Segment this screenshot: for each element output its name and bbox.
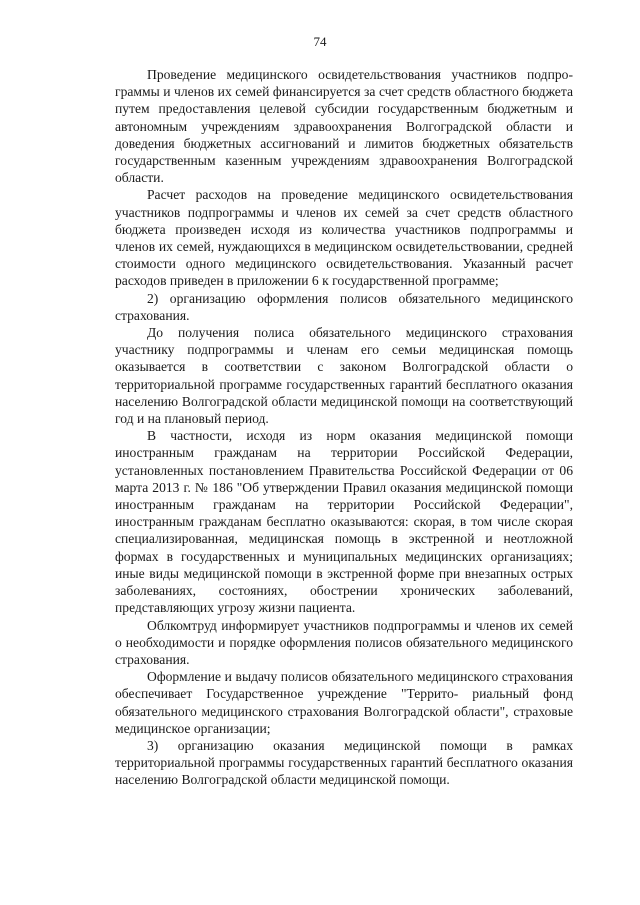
paragraph-policy-issuance: Оформление и выдачу полисов обязательного медицинского страхования обеспечивает Государственное учреждение "Террито- риальный фонд обязательного медицинского страхования Волгоградской области", страховые медицинское организации; — [115, 669, 573, 736]
paragraph-item-2: 2) организацию оформления полисов обязательного медицинского страхования. — [115, 290, 573, 323]
document-body — [115, 66, 573, 789]
paragraph-oblkomtrud: Облкомтруд информирует участников подпрограммы и членов их семей о необходимости и порядке оформления полисов обязательного медицинского страхования. — [115, 617, 573, 667]
paragraph-before-policy: До получения полиса обязательного медицинского страхования участнику подпрограммы и членам его семьи медицинская помощь оказывается в соответствии с законом Волгоградской области о территориальной программе государственных гарантий бесплатного оказания населению Волгоградской области медицинской помощи на соответствующий год и на плановый период. — [115, 325, 573, 427]
paragraph-item-3: 3) организацию оказания медицинской помощи в рамках территориальной программы государственных гарантий бесплатного оказания населению Волгоградской области медицинской помощи. — [115, 737, 573, 788]
page-number: 74 — [313, 34, 327, 49]
paragraph-funding: Проведение медицинского освидетельствования участников подпро- граммы и членов их семей финансируется за счет средств областного бюджета путем предоставления целевой субсидии государственным бюджетным и автономным учреждениям здравоохранения Волгоградской области и доведения бюджетных ассигнований и лимитов бюджетных обязательств государственным казенным учреждениям здравоохранения Волгоградской области. — [115, 67, 573, 186]
paragraph-foreign-citizens: В частности, исходя из норм оказания медицинской помощи иностранным гражданам на территории Российской Федерации, установленных постановлением Правительства Российской Федерации от 06 марта 2013 г. № 186 "Об утверждении Правил оказания медицинской помощи иностранным гражданам на территории Российской Федерации", иностранным гражданам бесплатно оказываются: скорая, в том числе скорая специализированная, медицинская помощь в экстренной и неотложной формах в государственных и муниципальных медицинских организациях; иные виды медицинской помощи в экстренной форме при внезапных острых заболеваниях, состояниях, обострении хронических заболеваний, представляющих угрозу жизни пациента. — [115, 428, 573, 616]
paragraph-expense-calculation: Расчет расходов на проведение медицинского освидетельствования участников подпрограммы и членов их семей за счет средств областного бюджета произведен исходя из количества участников подпрограммы и членов их семей, нуждающихся в медицинском освидетельствовании, средней стоимости одного медицинского освидетельствования. Указанный расчет расходов приведен в приложении 6 к государственной программе; — [115, 187, 573, 289]
